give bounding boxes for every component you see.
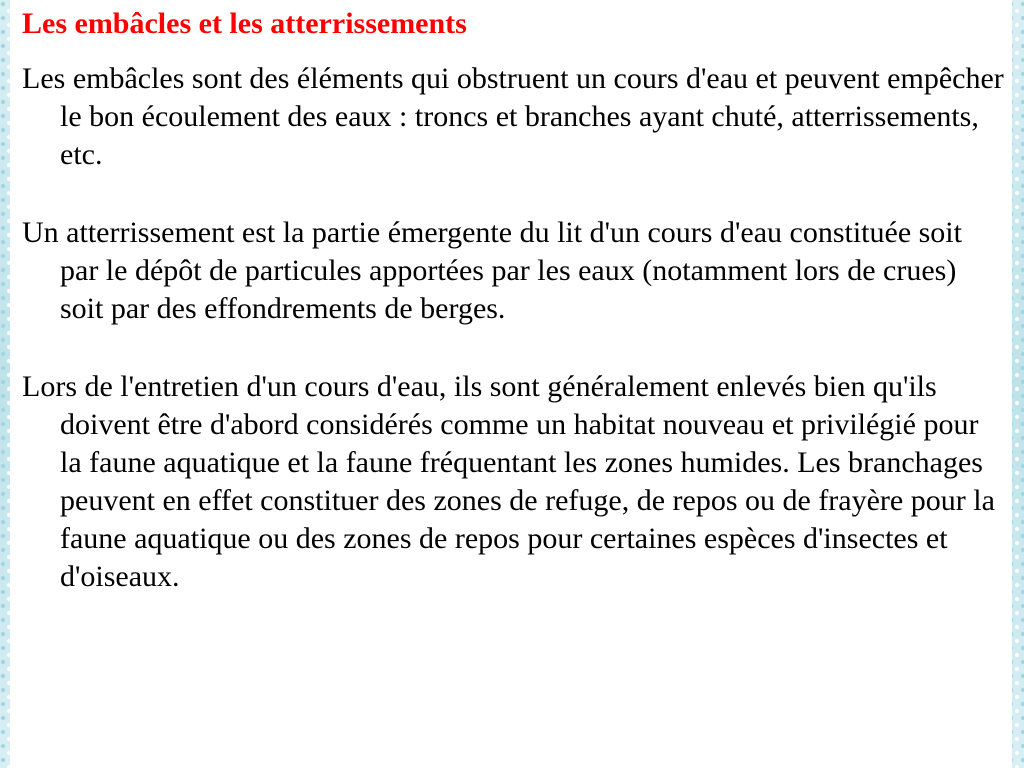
slide (10, 0, 1012, 768)
paragraph-entretien: Lors de l'entretien d'un cours d'eau, ils sont généralement enlevés bien qu'ils doivent être d'abord considérés comme un habitat nouveau et privilégié pour la faune aquatique et la faune fréquentant les zones humides. Les branchages peuvent en effet constituer des zones de refuge, de repos ou de frayère pour la faune aquatique ou des zones de repos pour certaines espèces d'insectes et d'oiseaux. (22, 370, 995, 593)
slide-title: Les embâcles et les atterrissements (22, 7, 467, 40)
paragraph-atterrissement: Un atterrissement est la partie émergente du lit d'un cours d'eau constituée soit par le dépôt de particules apportées par les eaux (notamment lors de crues) soit par des effondrements de berges. (22, 216, 962, 325)
paragraph-embacles: Les embâcles sont des éléments qui obstruent un cours d'eau et peuvent empêcher le bon écoulement des eaux : troncs et branches ayant chuté, atterrissements, etc. (22, 62, 1004, 171)
